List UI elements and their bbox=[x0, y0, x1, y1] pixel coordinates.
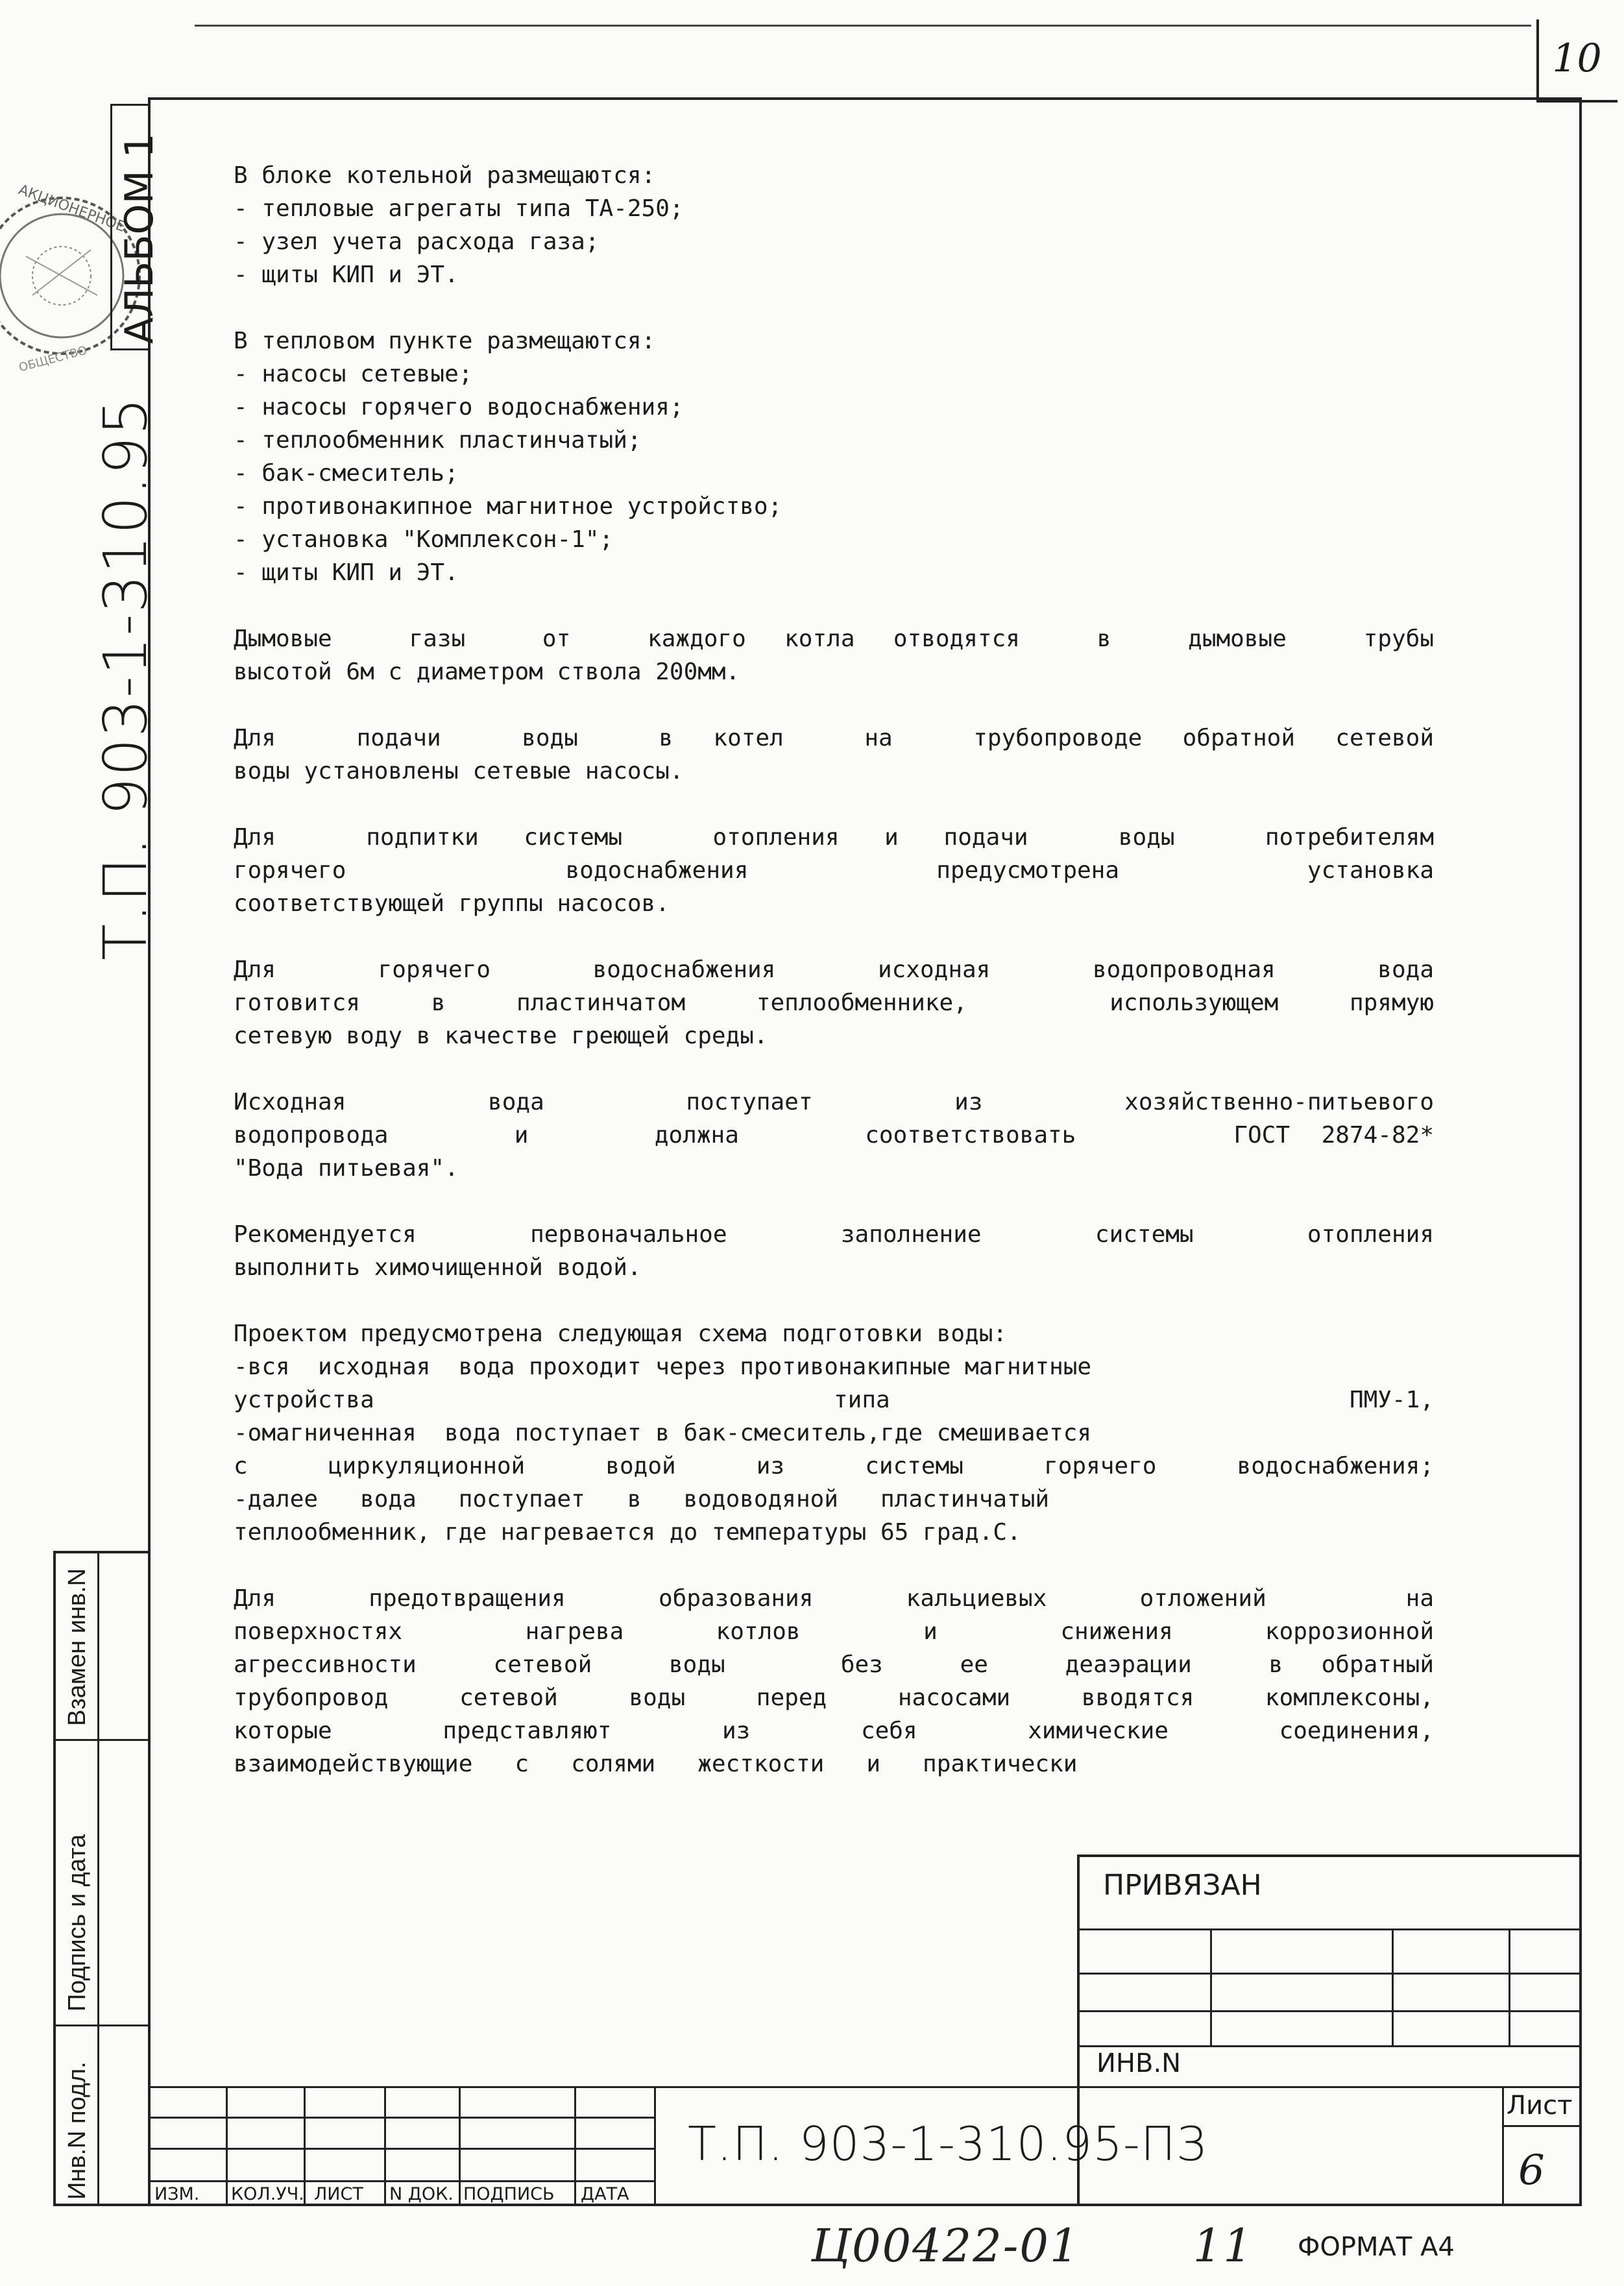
text-line: -вся исходная вода проходит через противонакипные магнитные bbox=[234, 1354, 1092, 1380]
handwritten-code-text: Ц00422-01 bbox=[811, 2219, 1080, 2272]
svg-text:ОБЩЕСТВО: ОБЩЕСТВО bbox=[17, 343, 89, 375]
title-block-divider bbox=[1210, 1928, 1212, 2045]
paragraph bbox=[234, 722, 1434, 788]
text-line: Для подачи воды в котел на трубопроводе обратной сетевой bbox=[234, 725, 1434, 751]
left-strip-separator bbox=[53, 1739, 149, 1741]
text-line: - тепловые агрегаты типа ТА-250; bbox=[234, 195, 684, 222]
text-line: водопровода и должна соответствовать ГОСТ 2874-82* bbox=[234, 1122, 1434, 1149]
left-strip-separator bbox=[53, 2025, 149, 2026]
text-line: теплообменник, где нагревается до температуры 65 град.С. bbox=[234, 1519, 1021, 1546]
text-line: Для горячего водоснабжения исходная водопроводная вода bbox=[234, 956, 1434, 983]
paragraph bbox=[234, 821, 1434, 920]
privyazan-label: ПРИВЯЗАН bbox=[1103, 1869, 1262, 1902]
left-strip-divider bbox=[97, 1551, 99, 2206]
paragraph bbox=[234, 159, 1434, 291]
text-line: устройства типа ПМУ-1, bbox=[234, 1387, 1434, 1413]
text-line: воды установлены сетевые насосы. bbox=[234, 758, 684, 784]
document-code: Т.П. 903-1-310.95-ПЗ bbox=[688, 2117, 1207, 2171]
title-block-rule bbox=[1077, 2045, 1582, 2047]
text-line: готовится в пластинчатом теплообменнике, использующем прямую bbox=[234, 990, 1434, 1016]
bottom-table-col bbox=[654, 2086, 656, 2206]
text-line: Исходная вода поступает из хозяйственно-питьевого bbox=[234, 1089, 1434, 1115]
side-document-code: Т.П. 903-1-310.95 bbox=[91, 396, 160, 960]
paragraph bbox=[234, 622, 1434, 688]
text-line: агрессивности сетевой воды без ее деаэрации в обратный bbox=[234, 1651, 1434, 1678]
text-line: Проектом предусмотрена следующая схема подготовки воды: bbox=[234, 1320, 1008, 1347]
text-line: горячего водоснабжения предусмотрена установка bbox=[234, 857, 1434, 884]
text-line: которые представляют из себя химические соединения, bbox=[234, 1718, 1434, 1744]
paragraph bbox=[234, 1317, 1434, 1549]
header-kol-uch: КОЛ.УЧ. bbox=[231, 2184, 304, 2204]
text-line: "Вода питьевая". bbox=[234, 1155, 459, 1182]
text-line: - установка "Комплексон-1"; bbox=[234, 526, 614, 553]
format-label: ФОРМАТ А4 bbox=[1298, 2232, 1455, 2262]
sheet-number: 6 bbox=[1518, 2146, 1545, 2195]
substitute-inv-label: Взамен инв.N bbox=[64, 1568, 91, 1726]
text-line: соответствующей группы насосов. bbox=[234, 890, 670, 917]
list-col-divider bbox=[1502, 2086, 1504, 2206]
title-block-divider bbox=[1509, 1928, 1510, 2045]
text-line: трубопровод сетевой воды перед насосами вводятся комплексоны, bbox=[234, 1684, 1434, 1711]
text-line: - теплообменник пластинчатый; bbox=[234, 427, 642, 454]
bottom-table-col bbox=[384, 2086, 386, 2206]
header-podpis: ПОДПИСЬ bbox=[463, 2184, 555, 2204]
paragraph bbox=[234, 1086, 1434, 1185]
text-line: Рекомендуется первоначальное заполнение системы отопления bbox=[234, 1221, 1434, 1248]
title-block-divider bbox=[1392, 1928, 1394, 2045]
text-line: -далее вода поступает в водоводяной пластинчатый bbox=[234, 1486, 1050, 1513]
header-izm: ИЗМ. bbox=[154, 2184, 200, 2204]
sheet-label: Лист bbox=[1507, 2091, 1573, 2121]
bottom-table-col bbox=[574, 2086, 576, 2206]
page-number: 10 bbox=[1552, 36, 1602, 81]
album-label: АЛЬБОМ 1 bbox=[117, 133, 162, 344]
text-line: - насосы сетевые; bbox=[234, 361, 473, 387]
text-line: - щиты КИП и ЭТ. bbox=[234, 261, 459, 288]
inv-number-label: ИНВ.N bbox=[1097, 2049, 1182, 2078]
text-line: Дымовые газы от каждого котла отводятся в дымовые трубы bbox=[234, 626, 1434, 652]
text-line: В тепловом пункте размещаются: bbox=[234, 328, 656, 354]
text-line: взаимодействующие с солями жесткости и практически bbox=[234, 1751, 1078, 1777]
header-n-dok: N ДОК. bbox=[389, 2184, 454, 2204]
title-block-rule bbox=[1077, 1973, 1582, 1975]
svg-text:АКЦИОНЕРНОЕ: АКЦИОНЕРНОЕ bbox=[16, 182, 128, 236]
bottom-table-col bbox=[226, 2086, 228, 2206]
signature-date-label: Подпись и дата bbox=[64, 1834, 91, 2012]
title-block-rule bbox=[1077, 2010, 1582, 2012]
text-line: В блоке котельной размещаются: bbox=[234, 162, 656, 189]
top-rule bbox=[195, 25, 1531, 27]
text-line: -омагниченная вода поступает в бак-смеситель,где смешивается bbox=[234, 1420, 1092, 1446]
text-line: с циркуляционной водой из системы горячего водоснабжения; bbox=[234, 1453, 1434, 1479]
text-line: - насосы горячего водоснабжения; bbox=[234, 394, 684, 420]
text-line: сетевую воду в качестве греющей среды. bbox=[234, 1023, 768, 1049]
text-line: Для подпитки системы отопления и подачи воды потребителям bbox=[234, 824, 1434, 851]
text-line: - противонакипное магнитное устройство; bbox=[234, 493, 782, 520]
paragraph bbox=[234, 953, 1434, 1052]
bottom-table-rule bbox=[148, 2148, 654, 2150]
text-line: Для предотвращения образования кальциевых отложений на bbox=[234, 1585, 1434, 1612]
handwritten-number: 11 bbox=[1193, 2219, 1254, 2272]
bottom-table-rule bbox=[148, 2117, 654, 2119]
text-line: выполнить химочищенной водой. bbox=[234, 1254, 642, 1281]
text-line: - бак-смеситель; bbox=[234, 460, 459, 487]
handwritten-code bbox=[811, 2219, 1254, 2272]
text-line: - щиты КИП и ЭТ. bbox=[234, 559, 459, 586]
title-block-rule bbox=[1077, 1928, 1582, 1930]
list-cell-rule bbox=[1502, 2125, 1582, 2127]
document-body bbox=[234, 159, 1434, 1814]
header-data: ДАТА bbox=[581, 2184, 629, 2204]
text-line: поверхностях нагрева котлов и снижения коррозионной bbox=[234, 1618, 1434, 1645]
text-line: - узел учета расхода газа; bbox=[234, 228, 600, 255]
text-line: высотой 6м с диаметром ствола 200мм. bbox=[234, 659, 740, 685]
bottom-table-rule bbox=[148, 2180, 654, 2182]
bottom-table-col bbox=[459, 2086, 461, 2206]
paragraph bbox=[234, 324, 1434, 589]
paragraph bbox=[234, 1582, 1434, 1781]
header-list: ЛИСТ bbox=[314, 2184, 363, 2204]
bottom-table-top-rule bbox=[148, 2086, 1582, 2088]
paragraph bbox=[234, 1218, 1434, 1284]
inv-original-label: Инв.N подл. bbox=[64, 2061, 91, 2200]
